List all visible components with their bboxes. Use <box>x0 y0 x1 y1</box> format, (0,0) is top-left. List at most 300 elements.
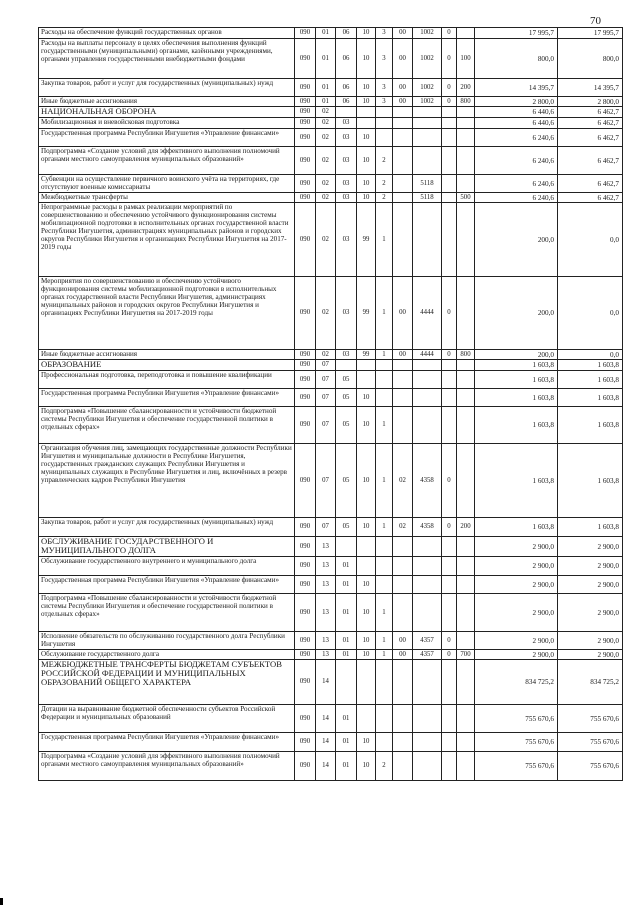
amount-year-1: 6 240,6 <box>475 175 558 193</box>
amount-year-1: 200,0 <box>475 350 558 360</box>
amount-year-2: 2 900,0 <box>558 594 623 632</box>
table-row <box>39 407 623 444</box>
code-direction <box>413 537 442 557</box>
amount-year-2: 6 462,7 <box>558 118 623 129</box>
code-subsection: 03 <box>336 118 357 129</box>
amount-year-1: 1 603,8 <box>475 444 558 518</box>
code-main-event: 02 <box>393 518 413 537</box>
amount-year-2: 2 900,0 <box>558 537 623 557</box>
code-subprogram: 3 <box>376 79 393 97</box>
amount-year-2: 14 395,7 <box>558 79 623 97</box>
code-expense-type: 100 <box>457 39 475 79</box>
table-row <box>39 632 623 650</box>
row-name: Подпрограмма «Повышение сбалансированности и устойчивости бюджетной системы Республики Ингушетия и обеспечение государственной политики в отдельных сферах» <box>39 407 295 444</box>
code-direction: 5118 <box>413 193 442 203</box>
code-extra <box>442 118 457 129</box>
code-expense-type <box>457 118 475 129</box>
code-subsection: 03 <box>336 277 357 350</box>
code-subprogram <box>376 389 393 407</box>
code-section: 02 <box>316 203 336 277</box>
code-main-event <box>393 660 413 705</box>
code-subsection: 01 <box>336 733 357 752</box>
code-main-event <box>393 407 413 444</box>
amount-year-2: 0,0 <box>558 277 623 350</box>
amount-year-2: 2 900,0 <box>558 557 623 576</box>
code-direction <box>413 733 442 752</box>
code-program: 10 <box>357 752 376 781</box>
code-direction: 1002 <box>413 39 442 79</box>
code-expense-type: 800 <box>457 350 475 360</box>
code-program <box>357 118 376 129</box>
amount-year-2: 1 603,8 <box>558 518 623 537</box>
amount-year-2: 0,0 <box>558 203 623 277</box>
row-name: ОБСЛУЖИВАНИЕ ГОСУДАРСТВЕННОГО И МУНИЦИПАЛЬНОГО ДОЛГА <box>39 537 295 557</box>
budget-table <box>38 27 623 781</box>
code-expense-type <box>457 147 475 175</box>
code-program: 10 <box>357 407 376 444</box>
code-extra <box>442 537 457 557</box>
code-main-event <box>393 705 413 733</box>
code-expense-type <box>457 389 475 407</box>
code-direction <box>413 660 442 705</box>
code-section: 01 <box>316 79 336 97</box>
code-main-event <box>393 752 413 781</box>
code-subprogram: 3 <box>376 39 393 79</box>
code-program: 10 <box>357 576 376 594</box>
row-name: Межбюджетные трансферты <box>39 193 295 203</box>
code-section: 07 <box>316 371 336 389</box>
row-name: Дотации на выравнивание бюджетной обеспеченности субъектов Российской Федерации и муниципальных образований <box>39 705 295 733</box>
code-subsection: 01 <box>336 705 357 733</box>
code-section: 13 <box>316 576 336 594</box>
amount-year-2: 1 603,8 <box>558 389 623 407</box>
code-main-event <box>393 537 413 557</box>
code-extra <box>442 129 457 147</box>
code-direction: 1002 <box>413 28 442 39</box>
code-extra: 0 <box>442 39 457 79</box>
table-row <box>39 705 623 733</box>
code-section: 07 <box>316 444 336 518</box>
code-expense-type <box>457 594 475 632</box>
amount-year-1: 755 670,6 <box>475 733 558 752</box>
code-section: 13 <box>316 632 336 650</box>
code-grbs: 090 <box>295 39 316 79</box>
code-expense-type <box>457 632 475 650</box>
code-main-event <box>393 360 413 371</box>
code-direction <box>413 371 442 389</box>
code-subprogram <box>376 107 393 118</box>
code-extra: 0 <box>442 632 457 650</box>
row-name: Расходы на выплаты персоналу в целях обеспечения выполнения функций государственными (муниципальными) органами, казёнными учреждениями, органами управления государственными внебюджетными фондами <box>39 39 295 79</box>
code-subsection: 06 <box>336 79 357 97</box>
code-subsection: 06 <box>336 39 357 79</box>
code-main-event <box>393 557 413 576</box>
code-program: 10 <box>357 389 376 407</box>
code-subprogram: 2 <box>376 175 393 193</box>
code-subsection <box>336 360 357 371</box>
code-grbs: 090 <box>295 147 316 175</box>
row-name: Подпрограмма «Повышение сбалансированности и устойчивости бюджетной системы Республики Ингушетия и обеспечение государственной политики в отдельных сферах» <box>39 594 295 632</box>
code-extra: 0 <box>442 518 457 537</box>
amount-year-2: 1 603,8 <box>558 407 623 444</box>
code-grbs: 090 <box>295 518 316 537</box>
row-name: НАЦИОНАЛЬНАЯ ОБОРОНА <box>39 107 295 118</box>
code-extra <box>442 594 457 632</box>
table-row <box>39 97 623 107</box>
code-direction <box>413 203 442 277</box>
amount-year-1: 1 603,8 <box>475 360 558 371</box>
code-subprogram <box>376 557 393 576</box>
code-grbs: 090 <box>295 203 316 277</box>
code-subprogram: 1 <box>376 632 393 650</box>
amount-year-2: 1 603,8 <box>558 371 623 389</box>
code-subsection: 01 <box>336 650 357 660</box>
code-program: 10 <box>357 632 376 650</box>
row-name: ОБРАЗОВАНИЕ <box>39 360 295 371</box>
code-extra <box>442 147 457 175</box>
code-subprogram: 2 <box>376 752 393 781</box>
code-direction <box>413 407 442 444</box>
code-program: 10 <box>357 79 376 97</box>
row-name: Иные бюджетные ассигнования <box>39 350 295 360</box>
row-name: Организация обучения лиц, замещающих государственные должности Республики Ингушетия и муниципальные должности в Республике Ингушетия, государственных гражданских служащих Республики Ингушетия и муниципальных служащих в Республике Ингушетия и лиц, включённых в резерв управленческих кадров Республики Ингушетия <box>39 444 295 518</box>
table-row <box>39 79 623 97</box>
code-grbs: 090 <box>295 107 316 118</box>
amount-year-1: 1 603,8 <box>475 407 558 444</box>
code-main-event <box>393 175 413 193</box>
code-program <box>357 705 376 733</box>
amount-year-2: 800,0 <box>558 39 623 79</box>
table-body <box>39 28 623 781</box>
table-row <box>39 660 623 705</box>
code-subsection: 06 <box>336 28 357 39</box>
code-grbs: 090 <box>295 444 316 518</box>
code-program: 10 <box>357 193 376 203</box>
row-name: Подпрограмма «Создание условий для эффективного выполнения полномочий органами местного самоуправления муниципальных образований» <box>39 752 295 781</box>
code-grbs: 090 <box>295 650 316 660</box>
code-subprogram: 3 <box>376 97 393 107</box>
code-program: 10 <box>357 39 376 79</box>
code-expense-type <box>457 537 475 557</box>
row-name: Иные бюджетные ассигнования <box>39 97 295 107</box>
code-direction: 4444 <box>413 350 442 360</box>
table-row <box>39 107 623 118</box>
code-program: 10 <box>357 594 376 632</box>
code-program <box>357 660 376 705</box>
code-program <box>357 537 376 557</box>
code-subprogram: 2 <box>376 147 393 175</box>
amount-year-1: 2 900,0 <box>475 576 558 594</box>
code-subsection: 05 <box>336 518 357 537</box>
code-extra: 0 <box>442 28 457 39</box>
code-section: 13 <box>316 650 336 660</box>
code-program <box>357 107 376 118</box>
code-extra <box>442 371 457 389</box>
amount-year-1: 2 900,0 <box>475 537 558 557</box>
table-row <box>39 557 623 576</box>
table-row <box>39 752 623 781</box>
code-section: 02 <box>316 193 336 203</box>
amount-year-2: 755 670,6 <box>558 752 623 781</box>
code-expense-type <box>457 360 475 371</box>
code-section: 14 <box>316 705 336 733</box>
table-row <box>39 389 623 407</box>
amount-year-1: 6 440,6 <box>475 107 558 118</box>
code-expense-type <box>457 705 475 733</box>
code-extra: 0 <box>442 277 457 350</box>
code-program: 99 <box>357 203 376 277</box>
row-name: Профессиональная подготовка, переподготовка и повышение квалификации <box>39 371 295 389</box>
row-name: Государственная программа Республики Ингушетия «Управление финансами» <box>39 129 295 147</box>
table-row <box>39 203 623 277</box>
code-extra <box>442 557 457 576</box>
code-section: 01 <box>316 28 336 39</box>
code-direction: 1002 <box>413 79 442 97</box>
amount-year-2: 2 900,0 <box>558 650 623 660</box>
row-name: Субвенции на осуществление первичного воинского учёта на территориях, где отсутствуют военные комиссариаты <box>39 175 295 193</box>
code-section: 02 <box>316 277 336 350</box>
table-row <box>39 28 623 39</box>
row-name: Исполнение обязательств по обслуживанию государственного долга Республики Ингушетия <box>39 632 295 650</box>
code-section: 13 <box>316 557 336 576</box>
amount-year-1: 200,0 <box>475 277 558 350</box>
code-expense-type <box>457 277 475 350</box>
amount-year-1: 6 240,6 <box>475 129 558 147</box>
row-name: Обслуживание государственного долга <box>39 650 295 660</box>
code-grbs: 090 <box>295 705 316 733</box>
code-expense-type <box>457 371 475 389</box>
code-program: 10 <box>357 650 376 660</box>
code-direction <box>413 557 442 576</box>
code-direction <box>413 360 442 371</box>
code-subprogram <box>376 705 393 733</box>
code-subsection: 05 <box>336 407 357 444</box>
code-main-event <box>393 129 413 147</box>
code-direction <box>413 107 442 118</box>
code-subsection: 01 <box>336 594 357 632</box>
amount-year-1: 2 900,0 <box>475 594 558 632</box>
amount-year-1: 6 240,6 <box>475 193 558 203</box>
table-row <box>39 147 623 175</box>
code-expense-type <box>457 129 475 147</box>
code-subprogram: 1 <box>376 407 393 444</box>
code-subsection: 01 <box>336 557 357 576</box>
amount-year-2: 1 603,8 <box>558 360 623 371</box>
code-subprogram: 1 <box>376 350 393 360</box>
code-extra: 0 <box>442 444 457 518</box>
code-grbs: 090 <box>295 407 316 444</box>
code-subprogram: 1 <box>376 650 393 660</box>
code-subsection: 05 <box>336 371 357 389</box>
code-program: 99 <box>357 350 376 360</box>
code-subsection <box>336 107 357 118</box>
code-expense-type <box>457 733 475 752</box>
code-grbs: 090 <box>295 594 316 632</box>
code-grbs: 090 <box>295 79 316 97</box>
table-row <box>39 650 623 660</box>
code-direction: 4357 <box>413 650 442 660</box>
row-name: Государственная программа Республики Ингушетия «Управление финансами» <box>39 389 295 407</box>
amount-year-1: 6 240,6 <box>475 147 558 175</box>
code-grbs: 090 <box>295 371 316 389</box>
code-section: 02 <box>316 118 336 129</box>
table-row <box>39 360 623 371</box>
code-section: 13 <box>316 594 336 632</box>
code-section: 02 <box>316 350 336 360</box>
code-extra <box>442 175 457 193</box>
code-grbs: 090 <box>295 118 316 129</box>
amount-year-1: 14 395,7 <box>475 79 558 97</box>
row-name: МЕЖБЮДЖЕТНЫЕ ТРАНСФЕРТЫ БЮДЖЕТАМ СУБЪЕКТОВ РОССИЙСКОЙ ФЕДЕРАЦИИ И МУНИЦИПАЛЬНЫХ ОБРАЗОВАНИЙ ОБЩЕГО ХАРАКТЕРА <box>39 660 295 705</box>
code-subprogram <box>376 576 393 594</box>
code-direction <box>413 752 442 781</box>
amount-year-2: 2 800,0 <box>558 97 623 107</box>
code-main-event: 00 <box>393 277 413 350</box>
code-extra: 0 <box>442 650 457 660</box>
table-row <box>39 39 623 79</box>
code-direction <box>413 705 442 733</box>
code-grbs: 090 <box>295 537 316 557</box>
code-expense-type: 500 <box>457 193 475 203</box>
code-direction <box>413 389 442 407</box>
code-program <box>357 360 376 371</box>
code-expense-type <box>457 175 475 193</box>
code-grbs: 090 <box>295 557 316 576</box>
code-subprogram: 1 <box>376 444 393 518</box>
row-name: Государственная программа Республики Ингушетия «Управление финансами» <box>39 733 295 752</box>
code-expense-type <box>457 107 475 118</box>
code-expense-type <box>457 576 475 594</box>
code-expense-type <box>457 28 475 39</box>
code-direction: 4357 <box>413 632 442 650</box>
code-section: 02 <box>316 129 336 147</box>
code-subsection: 01 <box>336 632 357 650</box>
amount-year-1: 755 670,6 <box>475 752 558 781</box>
code-main-event: 00 <box>393 632 413 650</box>
row-name: Подпрограмма «Создание условий для эффективного выполнения полномочий органами местного самоуправления муниципальных образований» <box>39 147 295 175</box>
code-section: 14 <box>316 733 336 752</box>
code-grbs: 090 <box>295 576 316 594</box>
code-subsection <box>336 537 357 557</box>
code-subprogram <box>376 660 393 705</box>
code-program: 10 <box>357 147 376 175</box>
code-section: 14 <box>316 752 336 781</box>
table-row <box>39 594 623 632</box>
code-extra <box>442 407 457 444</box>
amount-year-2: 755 670,6 <box>558 705 623 733</box>
code-subsection: 03 <box>336 203 357 277</box>
code-program: 10 <box>357 444 376 518</box>
code-subsection: 05 <box>336 444 357 518</box>
amount-year-1: 2 800,0 <box>475 97 558 107</box>
code-direction: 4358 <box>413 518 442 537</box>
code-program: 10 <box>357 28 376 39</box>
code-extra: 0 <box>442 97 457 107</box>
code-program <box>357 557 376 576</box>
code-subsection: 06 <box>336 97 357 107</box>
table-row <box>39 444 623 518</box>
row-name: Обслуживание государственного внутреннего и муниципального долга <box>39 557 295 576</box>
amount-year-2: 834 725,2 <box>558 660 623 705</box>
code-expense-type <box>457 203 475 277</box>
code-subsection: 01 <box>336 576 357 594</box>
row-name: Мобилизационная и вневойсковая подготовка <box>39 118 295 129</box>
code-grbs: 090 <box>295 733 316 752</box>
code-main-event <box>393 594 413 632</box>
code-expense-type: 700 <box>457 650 475 660</box>
code-subprogram <box>376 360 393 371</box>
table-row <box>39 371 623 389</box>
code-expense-type <box>457 557 475 576</box>
row-name: Непрограммные расходы в рамках реализации мероприятий по совершенствованию и обеспечению устойчивого функционирования системы мобилизационной подготовки в исполнительных органах государственной власти Республики Ингушетия, администрациях муниципальных районов и городских округов Республики Ингушетия и организациях Республики Ингушетия на 2017-2019 годы <box>39 203 295 277</box>
code-expense-type <box>457 407 475 444</box>
code-grbs: 090 <box>295 389 316 407</box>
code-main-event: 00 <box>393 39 413 79</box>
code-expense-type: 800 <box>457 97 475 107</box>
amount-year-2: 755 670,6 <box>558 733 623 752</box>
code-direction <box>413 129 442 147</box>
amount-year-1: 6 440,6 <box>475 118 558 129</box>
amount-year-1: 17 995,7 <box>475 28 558 39</box>
code-main-event: 00 <box>393 650 413 660</box>
table-row <box>39 118 623 129</box>
code-subsection: 03 <box>336 193 357 203</box>
code-subprogram <box>376 537 393 557</box>
code-grbs: 090 <box>295 752 316 781</box>
code-extra: 0 <box>442 79 457 97</box>
code-extra <box>442 705 457 733</box>
code-subprogram <box>376 118 393 129</box>
code-grbs: 090 <box>295 193 316 203</box>
code-subprogram <box>376 733 393 752</box>
code-subsection: 01 <box>336 752 357 781</box>
code-main-event <box>393 389 413 407</box>
table-row <box>39 537 623 557</box>
code-extra <box>442 576 457 594</box>
code-grbs: 090 <box>295 129 316 147</box>
code-section: 07 <box>316 389 336 407</box>
amount-year-1: 800,0 <box>475 39 558 79</box>
amount-year-1: 1 603,8 <box>475 518 558 537</box>
amount-year-2: 2 900,0 <box>558 576 623 594</box>
amount-year-2: 0,0 <box>558 350 623 360</box>
code-expense-type: 200 <box>457 518 475 537</box>
code-extra <box>442 752 457 781</box>
table-row <box>39 277 623 350</box>
amount-year-1: 2 900,0 <box>475 650 558 660</box>
code-extra <box>442 360 457 371</box>
code-extra <box>442 660 457 705</box>
amount-year-2: 6 462,7 <box>558 147 623 175</box>
code-grbs: 090 <box>295 660 316 705</box>
code-expense-type <box>457 752 475 781</box>
code-section: 07 <box>316 407 336 444</box>
code-grbs: 090 <box>295 360 316 371</box>
code-subprogram <box>376 371 393 389</box>
code-section: 01 <box>316 39 336 79</box>
code-direction: 5118 <box>413 175 442 193</box>
code-subsection: 03 <box>336 175 357 193</box>
code-expense-type <box>457 444 475 518</box>
code-section: 02 <box>316 175 336 193</box>
code-subprogram <box>376 129 393 147</box>
code-main-event <box>393 733 413 752</box>
code-program: 10 <box>357 175 376 193</box>
code-extra <box>442 733 457 752</box>
table-row <box>39 350 623 360</box>
code-main-event: 02 <box>393 444 413 518</box>
code-direction: 1002 <box>413 97 442 107</box>
